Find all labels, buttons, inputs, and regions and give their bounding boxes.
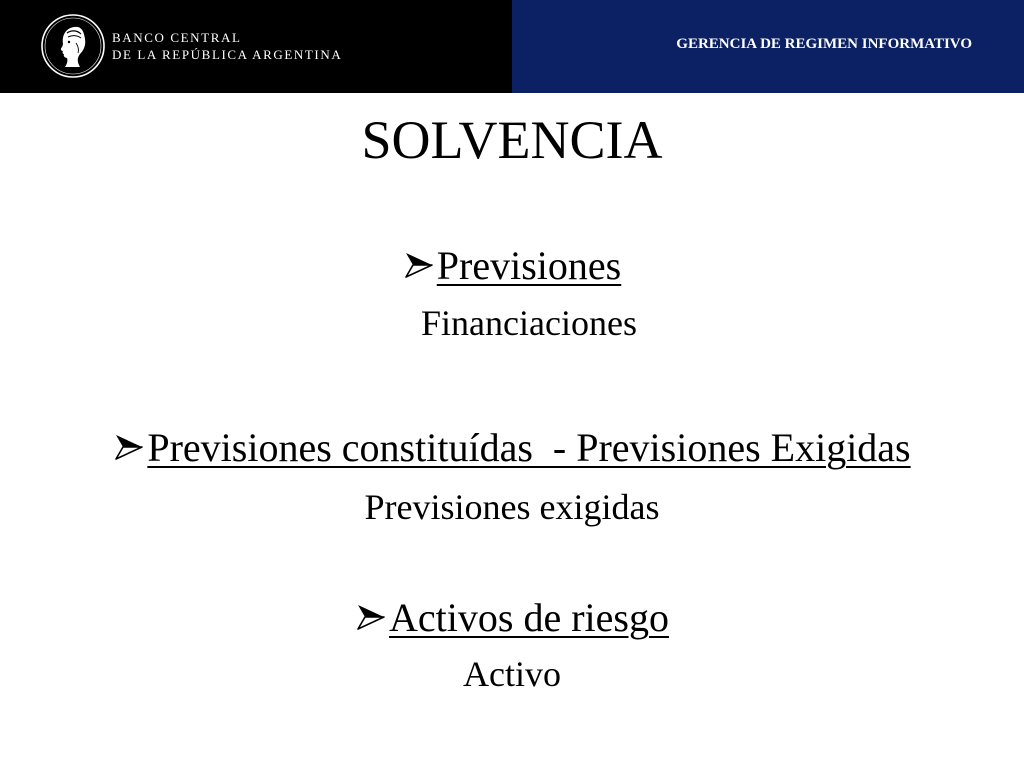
arrow-bullet-icon <box>113 433 145 461</box>
bullet-detail: Previsiones exigidas <box>364 487 660 527</box>
bullet-item-previsiones <box>0 243 1024 289</box>
bullet-heading: Previsiones <box>436 243 622 288</box>
republic-seal-icon <box>40 13 106 79</box>
slide-title: SOLVENCIA <box>361 110 663 170</box>
bank-name <box>112 29 342 63</box>
bullet-heading: Previsiones constituídas - Previsiones Exigidas <box>147 425 911 470</box>
bullet-item-activos-de-riesgo <box>0 595 1024 641</box>
bank-name-line1: BANCO CENTRAL <box>112 30 242 45</box>
arrow-bullet-icon <box>403 251 435 279</box>
department-title: GERENCIA DE REGIMEN INFORMATIVO <box>676 36 972 52</box>
bullet-item-previsiones-constituidas <box>0 425 1024 471</box>
header-department-band <box>512 0 1024 93</box>
bullet-heading: Activos de riesgo <box>389 595 669 640</box>
header-bank-band <box>0 0 512 93</box>
bullet-detail: Financiaciones <box>421 303 637 343</box>
arrow-bullet-icon <box>355 603 387 631</box>
bullet-detail: Activo <box>463 654 561 694</box>
bank-name-line2: DE LA REPÚBLICA ARGENTINA <box>112 47 343 62</box>
